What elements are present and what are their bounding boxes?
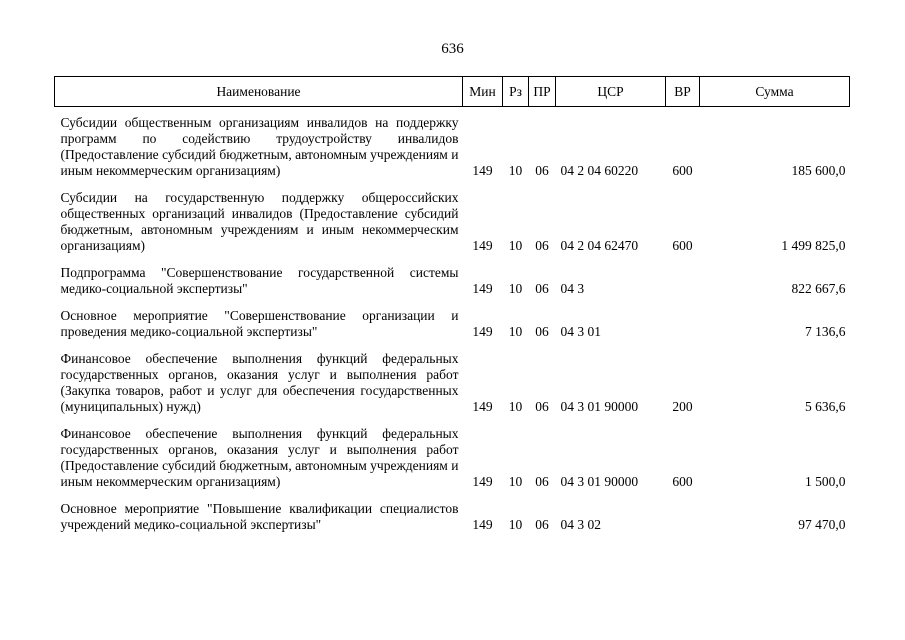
header-min: Мин [463,77,503,107]
row-pr: 06 [535,324,549,339]
row-pr: 06 [535,163,549,178]
row-vr: 600 [672,238,693,253]
header-sum: Сумма [700,77,850,107]
row-csr: 04 3 [560,281,585,296]
row-vr: 600 [672,163,693,178]
row-name: Субсидии общественным организациям инвалидов на поддержку программ по содействию трудоустройству инвалидов (Предоставление субсидий бюджетным, автономным учреждениям и иным некоммерческим организациям) [60,115,459,178]
row-rz: 10 [508,517,523,532]
row-sum: 1 499 825,0 [781,238,846,253]
table-row [55,426,850,501]
page-number: 636 [441,41,464,57]
row-rz: 10 [508,238,523,253]
row-rz: 10 [508,399,523,414]
row-pr: 06 [535,399,549,414]
row-csr: 04 3 01 90000 [560,474,639,489]
row-csr: 04 3 01 90000 [560,399,639,414]
row-min: 149 [472,238,493,253]
row-vr [666,501,700,544]
table-row [55,190,850,265]
row-min: 149 [472,517,493,532]
row-min: 149 [472,399,493,414]
row-name: Основное мероприятие "Повышение квалификации специалистов учреждений медико-социальной экспертизы" [60,501,459,532]
row-min: 149 [472,281,493,296]
row-vr [666,308,700,351]
table-row [55,501,850,544]
row-rz: 10 [508,281,523,296]
row-vr: 200 [672,399,693,414]
row-sum: 822 667,6 [791,281,846,296]
header-rz: Рз [503,77,529,107]
row-sum: 1 500,0 [805,474,846,489]
table-row [55,265,850,308]
row-pr: 06 [535,281,549,296]
row-pr: 06 [535,238,549,253]
row-sum: 185 600,0 [791,163,846,178]
row-rz: 10 [508,163,523,178]
row-csr: 04 3 02 [560,517,601,532]
table-header-row [55,77,850,107]
row-name: Подпрограмма "Совершенствование государственной системы медико-социальной экспертизы" [60,265,459,296]
row-min: 149 [472,474,493,489]
row-rz: 10 [508,324,523,339]
table-row [55,308,850,351]
row-sum: 7 136,6 [805,324,846,339]
row-vr [666,265,700,308]
row-csr: 04 2 04 62470 [560,238,639,253]
row-sum: 97 470,0 [798,517,846,532]
row-name: Субсидии на государственную поддержку общероссийских общественных организаций инвалидов (Предоставление субсидий бюджетным, автономным учреждениям и иным некоммерческим организациям) [60,190,459,253]
row-min: 149 [472,163,493,178]
header-name: Наименование [55,77,463,107]
row-pr: 06 [535,517,549,532]
header-vr: ВР [666,77,700,107]
table-row [55,107,850,191]
header-pr: ПР [529,77,556,107]
row-pr: 06 [535,474,549,489]
row-csr: 04 3 01 [560,324,601,339]
header-csr: ЦСР [556,77,666,107]
row-name: Финансовое обеспечение выполнения функций федеральных государственных органов, оказания услуг и выполнения работ (Закупка товаров, работ и услуг для обеспечения государственных (муниципальных) нужд) [60,351,459,414]
row-csr: 04 2 04 60220 [560,163,639,178]
row-name: Финансовое обеспечение выполнения функций федеральных государственных органов, оказания услуг и выполнения работ (Предоставление субсидий бюджетным, автономным учреждениям и иным некоммерческим организациям) [60,426,459,489]
row-name: Основное мероприятие "Совершенствование организации и проведения медико-социальной экспертизы" [60,308,459,339]
row-min: 149 [472,324,493,339]
row-sum: 5 636,6 [805,399,846,414]
row-vr: 600 [672,474,693,489]
budget-table [54,76,850,544]
table-row [55,351,850,426]
row-rz: 10 [508,474,523,489]
